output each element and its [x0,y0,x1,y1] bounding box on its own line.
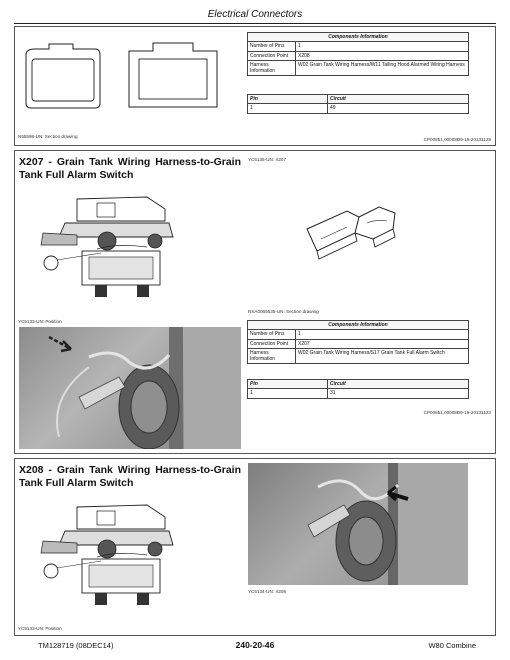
value-number-of-pins: 1 [296,330,469,339]
section-x207 [14,150,496,454]
terminal-caption: RXA0065535-UN: Section drawing [248,309,319,314]
label-connection-point: Connection Point [248,339,296,348]
photo-caption: YC5135-UN: X207 [248,157,287,162]
value-connection-point: X208 [296,51,469,60]
pin-value: 1 [248,104,328,113]
section-title: X207 - Grain Tank Wiring Harness-to-Grain Tank Full Alarm Switch [19,156,241,181]
reference-code: CP00851,00008D9-19-20131129 [423,137,491,142]
value-harness-information: W02 Grain Tank Wiring Harness/W11 Tailing Hood Alarmed Wiring Harness [296,60,469,76]
label-connection-point: Connection Point [248,51,296,60]
combine-position-drawing [37,191,177,301]
value-number-of-pins: 1 [296,42,469,51]
section-title: X208 - Grain Tank Wiring Harness-to-Grain Tank Full Alarm Switch [19,464,241,489]
value-harness-information: W02 Grain Tank Wiring Harness/S17 Grain Tank Full Alarm Switch [296,348,469,364]
connector-photo [19,327,241,449]
position-caption: YC5133-UN: Position [18,319,62,324]
connector-photo [248,463,468,585]
connector-side-drawing [125,39,221,111]
section-x208-connector [14,26,496,146]
footer-doc-id: TM128719 (08DEC14) [38,641,114,650]
position-caption: YC5133-UN: Position [18,626,62,631]
components-info-table [247,32,469,76]
pin-header: Pin [248,380,328,389]
circuit-value: 31 [328,389,469,398]
components-info-table [247,320,469,364]
label-number-of-pins: Number of Pins [248,330,296,339]
value-connection-point: X207 [296,339,469,348]
pin-header: Pin [248,95,328,104]
pin-circuit-table [247,94,469,114]
circuit-header: Circuit [328,380,469,389]
section-x208 [14,458,496,636]
pin-circuit-table [247,379,469,399]
terminal-drawing [297,199,407,269]
drawing-caption: N55598-UN: Section drawing [18,134,78,139]
page-header-title: Electrical Connectors [207,9,303,20]
reference-code: CP00851,00008D9-19-20131123 [423,410,491,415]
components-info-header: Components Information [248,321,469,330]
photo-caption: YC5134-UN: X208 [248,589,287,594]
combine-position-drawing [37,499,177,609]
footer-page-number: 240-20-46 [235,640,275,650]
label-harness-information: Harness Information [248,348,296,364]
connector-face-drawing [23,41,103,111]
circuit-value: 49 [328,104,469,113]
label-harness-information: Harness Information [248,60,296,76]
components-info-header: Components Information [248,33,469,42]
pin-value: 1 [248,389,328,398]
header-rule [14,23,496,24]
label-number-of-pins: Number of Pins [248,42,296,51]
circuit-header: Circuit [328,95,469,104]
footer-product: W80 Combine [428,641,476,650]
